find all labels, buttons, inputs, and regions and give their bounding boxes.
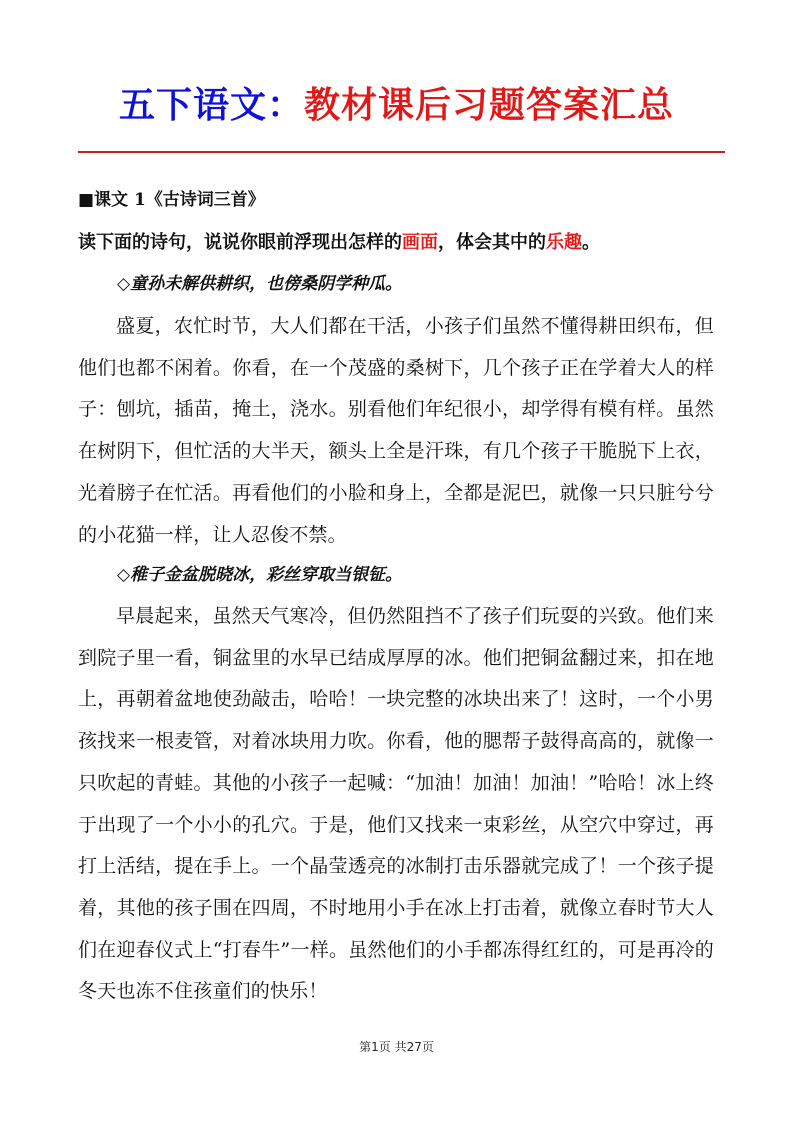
- poem-line-1: ◇童孙未解供耕织，也傍桑阴学种瓜。: [117, 274, 403, 294]
- section-heading: ■课文 1《古诗词三首》: [78, 190, 265, 210]
- question-text-pre: 读下面的诗句，说说你眼前浮现出怎样的: [78, 232, 402, 253]
- title-part-2: 教材课后习题答案汇总: [304, 85, 675, 126]
- question-text-mid: ，体会其中的: [438, 232, 546, 253]
- exercise-question: [78, 228, 600, 258]
- question-text-post: 。: [582, 232, 600, 253]
- answer-paragraph-2: 早晨起来，虽然天气寒冷，但仍然阻挡不了孩子们玩耍的兴致。他们来到院子里一看，铜盆里的水早已结成厚厚的冰。他们把铜盆翻过来，扣在地上，再朝着盆地使劲敲击，哈哈！一块完整的冰块出来了！这时，一个小男孩找来一根麦管，对着冰块用力吹。你看，他的腮帮子鼓得高高的，就像一只吹起的青蛙。其他的小孩子一起喊：“加油！加油！加油！”哈哈！冰上终于出现了一个小小的孔穴。于是，他们又找来一束彩丝，从空穴中穿过，再打上活结，提在手上。一个晶莹透亮的冰制打击乐器就完成了！一个孩子提着，其他的孩子围在四周，不时地用小手在冰上打击着，就像立春时节大人们在迎春仪式上“打春牛”一样。虽然他们的小手都冻得红红的，可是再冷的冬天也冻不住孩童们的快乐！: [78, 605, 714, 1003]
- page-footer: 第1页 共27页: [359, 1040, 434, 1054]
- poem-line-2: ◇稚子金盆脱晓冰，彩丝穿取当银钲。: [117, 565, 403, 585]
- title-part-1: 五下语文：: [118, 85, 304, 126]
- question-highlight-1: 画面: [402, 232, 438, 253]
- question-highlight-2: 乐趣: [546, 232, 582, 253]
- title-divider: [78, 151, 725, 153]
- answer-paragraph-1: 盛夏，农忙时节，大人们都在干活，小孩子们虽然不懂得耕田织布，但他们也都不闲着。你看，在一个茂盛的桑树下，几个孩子正在学着大人的样子：刨坑，插苗，掩土，浇水。别看他们年纪很小，却学得有模有样。虽然在树阴下，但忙活的大半天，额头上全是汗珠，有几个孩子干脆脱下上衣，光着膀子在忙活。再看他们的小脸和身上，全都是泥巴，就像一只只脏兮兮的小花猫一样，让人忍俊不禁。: [78, 315, 714, 546]
- page-title: [0, 80, 793, 132]
